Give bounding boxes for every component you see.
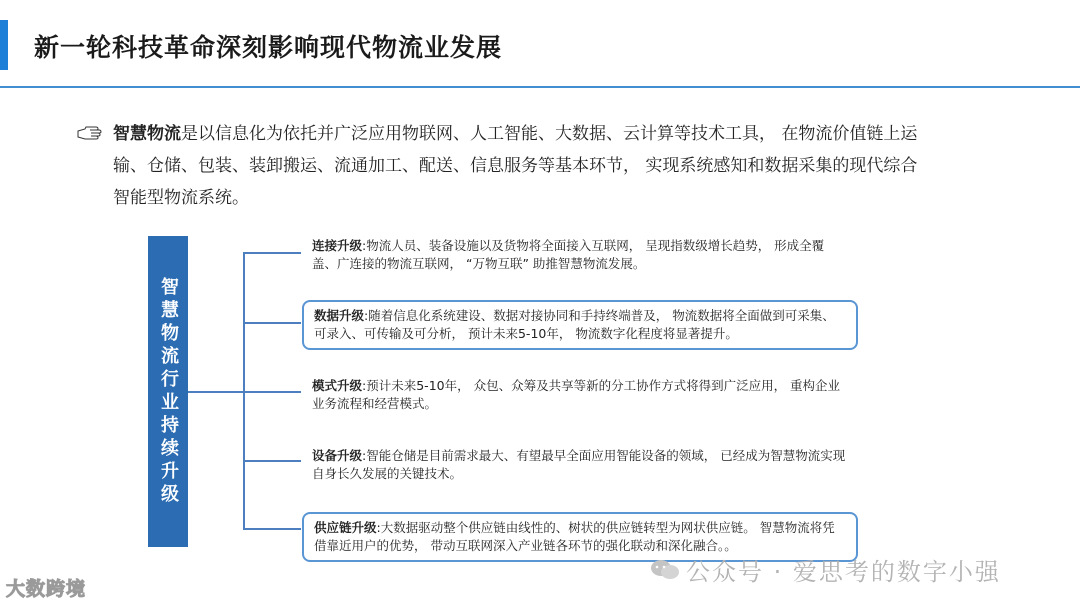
item-label: 设备升级 [312, 448, 363, 463]
intro-lead: 智慧物流 [113, 124, 181, 144]
connector-branch [243, 528, 301, 530]
item-label: 供应链升级 [314, 520, 377, 535]
item-label: 连接升级 [312, 238, 363, 253]
title-divider [0, 86, 1080, 88]
item-label: 模式升级 [312, 378, 363, 393]
title-accent-bar [0, 20, 8, 70]
item-text: :物流人员、装备设施以及货物将全面接入互联网， 呈现指数级增长趋势， 形成全覆盖、广连接的物流互联网， “万物互联” 助推智慧物流发展。 [312, 238, 825, 271]
intro-body: 是以信息化为依托并广泛应用物联网、人工智能、大数据、云计算等技术工具， 在物流价值链上运输、仓储、包装、装卸搬运、流通加工、配送、信息服务等基本环节， 实现系统感知和数据采集的现代综合智能型物流系统。 [113, 124, 918, 208]
upgrade-item-equipment [302, 442, 858, 488]
item-text: :随着信息化系统建设、数据对接协同和手持终端普及， 物流数据将全面做到可采集、可录入、可传输及可分析， 预计未来5-10年， 物流数字化程度将显著提升。 [314, 308, 835, 341]
connector-stem [188, 391, 244, 393]
watermark-right-text: 公众号 · 爱思考的数字小强 [686, 558, 1001, 586]
upgrade-item-model [302, 372, 858, 418]
upgrade-item-data [302, 300, 858, 350]
diagram-vertical-bar [148, 236, 188, 547]
connector-branch [243, 322, 301, 324]
upgrade-item-connection [302, 232, 858, 278]
item-text: :大数据驱动整个供应链由线性的、树状的供应链转型为网状供应链。 智慧物流将凭借靠近用户的优势， 带动互联网深入产业链各环节的强化联动和深化融合。。 [314, 520, 835, 553]
watermark-left: 大数跨境 [6, 578, 87, 600]
item-text: :预计未来5-10年， 众包、众筹及共享等新的分工协作方式将得到广泛应用， 重构企业业务流程和经营模式。 [312, 378, 841, 411]
diagram-vertical-label: 智慧物流行业持续升级 [158, 276, 179, 507]
connector-branch [243, 391, 301, 393]
item-text: :智能仓储是目前需求最大、有望最早全面应用智能设备的领域， 已经成为智慧物流实现自身长久发展的关键技术。 [312, 448, 846, 481]
watermark-right [650, 552, 1001, 587]
item-label: 数据升级 [314, 308, 365, 323]
connector-branch [243, 252, 301, 254]
connector-branch [243, 460, 301, 462]
chat-bubble-icon [650, 558, 680, 582]
pointing-hand-icon [76, 124, 102, 142]
intro-paragraph [113, 118, 933, 214]
page-title: 新一轮科技革命深刻影响现代物流业发展 [34, 33, 503, 62]
